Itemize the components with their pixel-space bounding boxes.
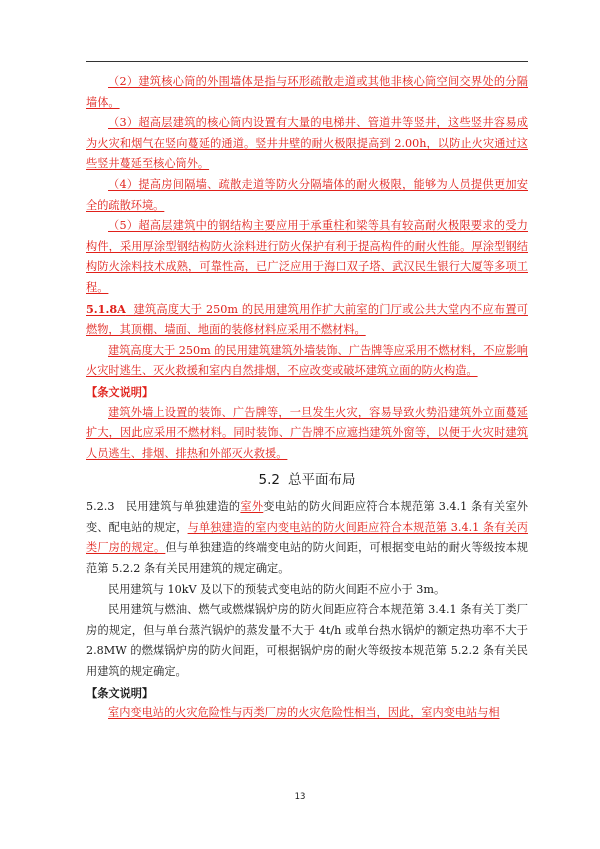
inserted-text: 与单独建造的室内变电站的防火间距应符合本规范第 3.4.1 条有关丙类厂房的规定。 xyxy=(86,520,528,555)
clause-number: 5.2.3 xyxy=(86,500,115,514)
clause-number: 5.1.8A xyxy=(86,301,126,316)
clause-5-2-3 xyxy=(86,497,528,579)
header-rule xyxy=(86,61,528,62)
paragraph-core-tube-walls: （2）建筑核心筒的外围墙体是指与环形疏散走道或其他非核心筒空间交界处的分隔墙体。 xyxy=(86,75,528,109)
clause-text: 建筑高度大于 250m 的民用建筑用作扩大前室的门厅或公共大堂内不应布置可燃物，其顶棚、墙面、地面的装修材料应采用不燃材料。 xyxy=(86,302,528,337)
paragraph-boiler-room: 民用建筑与燃油、燃气或燃煤锅炉房的防火间距应符合本规范第 3.4.1 条有关丁类厂房的规定，但与单台蒸汽锅炉的蒸发量不大于 4t/h 或单台热水锅炉的额定热功率不大于 2.8MW 的燃煤锅炉房的防火间距，可根据锅炉房的耐火等级按本规范第 5.2.2 条有关民用建筑的规定确定。 xyxy=(86,603,528,679)
clause-5-1-8a xyxy=(86,299,528,341)
paragraph-explanation-facade: 建筑外墙上设置的装饰、广告牌等，一旦发生火灾，容易导致火势沿建筑外立面蔓延扩大，因此应采用不燃材料。同时装饰、广告牌不应遮挡建筑外窗等，以便于火灾时建筑人员逃生、排烟、排热和外部灭火救援。 xyxy=(86,405,528,460)
paragraph-steel-structure: （5）超高层建筑中的钢结构主要应用于承重柱和梁等具有较高耐火极限要求的受力构件，采用厚涂型钢结构防火涂料进行防火保护有利于提高构件的耐火性能。厚涂型钢结构防火涂料技术成熟，可靠性高，已广泛应用于海口双子塔、武汉民生银行大厦等多项工程。 xyxy=(86,219,528,294)
paragraph-shafts: （3）超高层建筑的核心筒内设置有大量的电梯井、管道井等竖井，这些竖井容易成为火灾和烟气在竖向蔓延的通道。竖井井壁的耐火极限提高到 2.00h，以防止火灾通过这些竖井蔓延至核心筒外。 xyxy=(86,116,528,171)
section-title: 总平面布局 xyxy=(287,472,356,489)
section-number: 5.2 xyxy=(258,472,280,489)
paragraph-prefab-substation: 民用建筑与 10kV 及以下的预装式变电站的防火间距不应小于 3m。 xyxy=(108,582,446,596)
explanation-label: 【条文说明】 xyxy=(86,685,154,700)
paragraph-partition-walls: （4）提高房间隔墙、疏散走道等防火分隔墙体的耐火极限，能够为人员提供更加安全的疏散环境。 xyxy=(86,177,528,212)
document-body xyxy=(86,72,528,724)
clause-text: 变电站的防火间距应符合本规范第 3.4.1 条有关室外变、配电站的规定， xyxy=(86,500,528,534)
explanation-label: 【条文说明】 xyxy=(86,384,154,399)
page-number: 13 xyxy=(294,792,306,802)
clause-text: 民用建筑与单独建造的 xyxy=(125,500,241,514)
paragraph-facade-decoration: 建筑高度大于 250m 的民用建筑建筑外墙装饰、广告牌等应采用不燃材料，不应影响火灾时逃生、灭火救援和室内自然排烟，不应改变或破坏建筑立面的防火构造。 xyxy=(86,343,528,378)
inserted-text: 室外 xyxy=(240,500,264,514)
paragraph-explanation-substation: 室内变电站的火灾危险性与丙类厂房的火灾危险性相当，因此，室内变电站与相 xyxy=(108,706,500,720)
clause-text: 但与单独建造的终端变电站的防火间距，可根据变电站的耐火等级按本规范第 5.2.2 条有关民用建筑的规定确定。 xyxy=(86,541,528,576)
section-heading xyxy=(86,469,528,491)
